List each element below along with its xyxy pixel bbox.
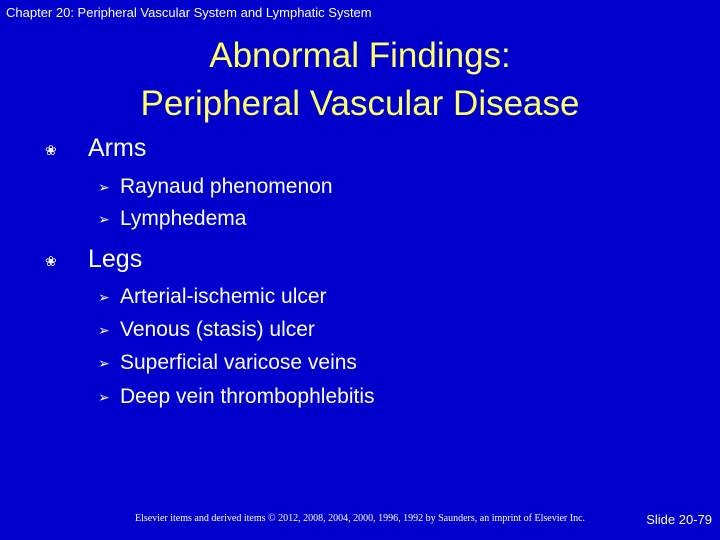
arrow-bullet-icon: ➢ <box>98 288 110 305</box>
slide-title <box>0 32 720 128</box>
section-label: Arms <box>88 134 147 162</box>
arrow-bullet-icon: ➢ <box>98 388 110 405</box>
list-item <box>98 175 333 199</box>
copyright-credit: Elsevier items and derived items © 2012, 2008, 2004, 2000, 1996, 1992 by Saunders, an imprint of Elsevier Inc. <box>134 513 586 524</box>
flower-bullet-icon: ❀ <box>45 253 57 269</box>
flower-bullet-icon: ❀ <box>45 142 57 158</box>
slide-number: Slide 20-79 <box>646 512 712 527</box>
chapter-header: Chapter 20: Peripheral Vascular System and Lymphatic System <box>6 5 372 20</box>
list-item <box>98 318 315 342</box>
list-item-text: Lymphedema <box>120 207 247 230</box>
list-item <box>98 351 357 375</box>
list-item-text: Raynaud phenomenon <box>120 175 333 198</box>
arrow-bullet-icon: ➢ <box>98 354 110 371</box>
section-arms <box>45 134 146 163</box>
list-item-text: Superficial varicose veins <box>120 351 357 374</box>
arrow-bullet-icon: ➢ <box>98 321 110 338</box>
section-label: Legs <box>88 245 143 273</box>
arrow-bullet-icon: ➢ <box>98 210 110 227</box>
list-item <box>98 385 374 409</box>
title-line-1: Abnormal Findings: <box>209 36 511 75</box>
list-item-text: Deep vein thrombophlebitis <box>120 385 375 408</box>
title-line-2: Peripheral Vascular Disease <box>140 84 580 123</box>
list-item-text: Arterial-ischemic ulcer <box>120 285 327 308</box>
list-item <box>98 285 327 309</box>
list-item <box>98 207 246 231</box>
list-item-text: Venous (stasis) ulcer <box>120 318 315 341</box>
arrow-bullet-icon: ➢ <box>98 178 110 195</box>
section-legs <box>45 245 142 274</box>
